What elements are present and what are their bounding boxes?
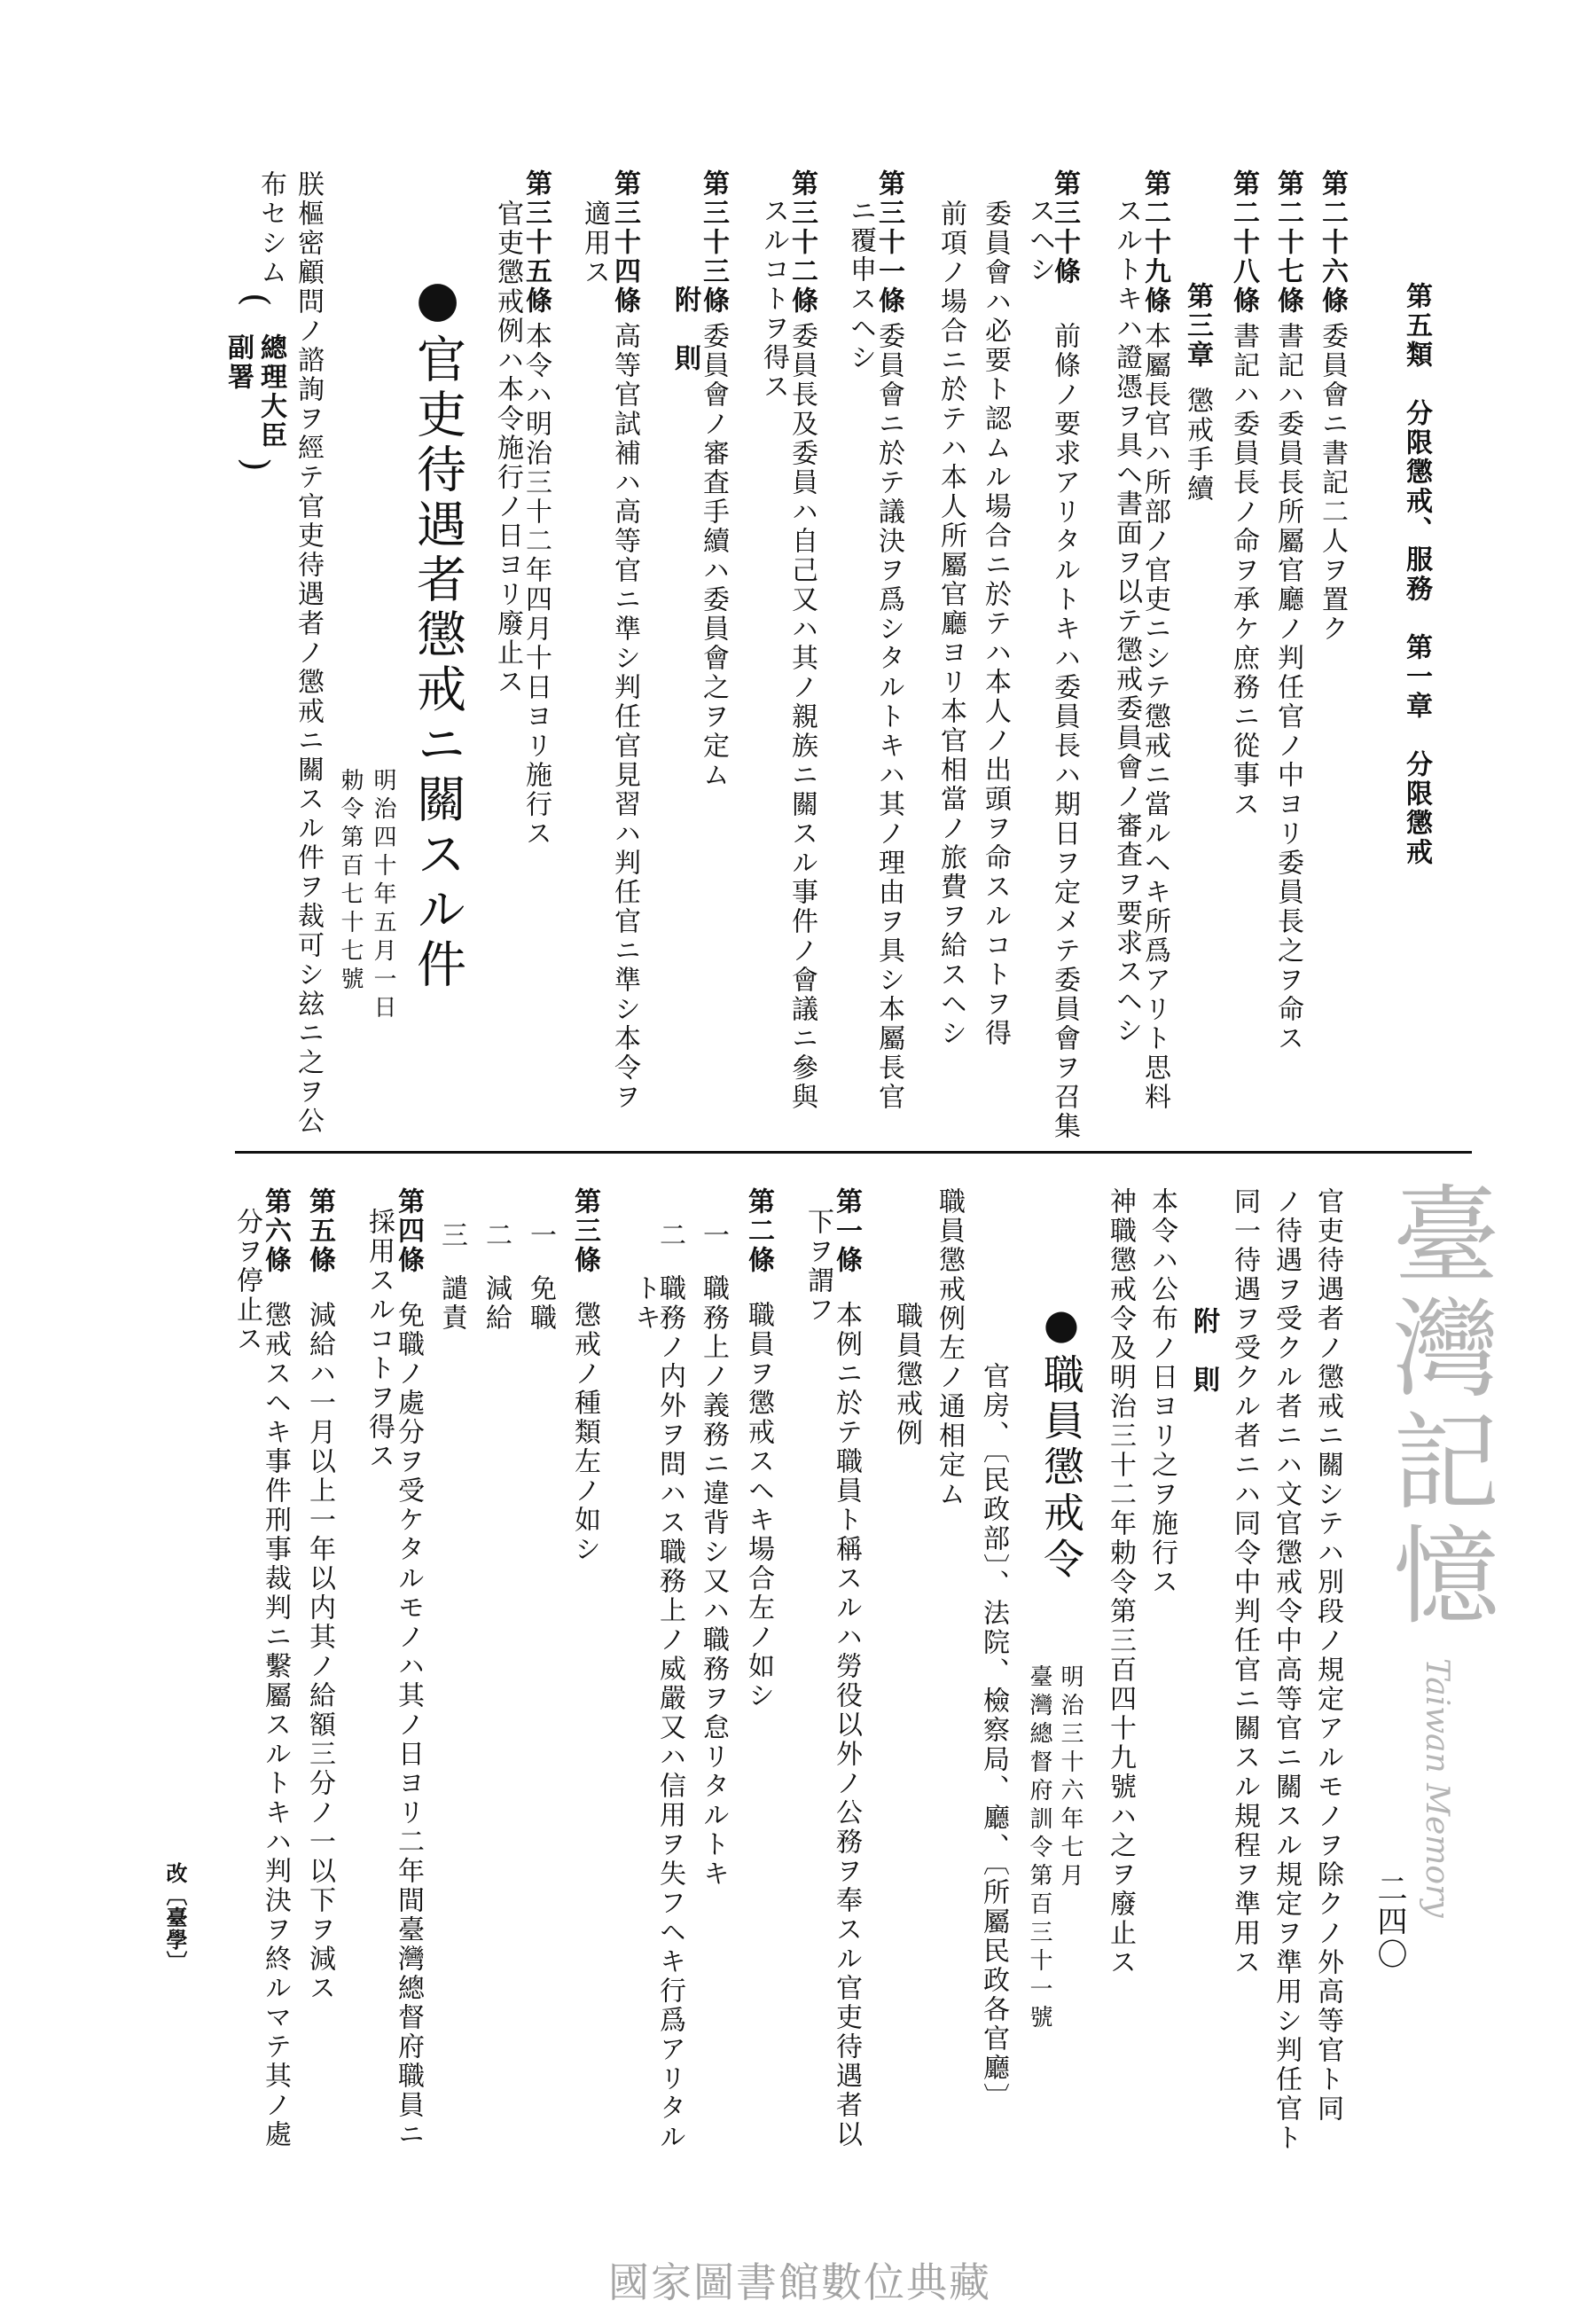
intro-line: 職員懲戒例左ノ通相定ム [934,1187,965,1509]
ordinance-paragraph-1: 官吏待遇者ノ懲戒ニ關シテハ別段ノ規定アルモノヲ除クノ外高等官ト同 [1312,1187,1343,2124]
article-text: 懲戒スヘキ事件刑事裁判ニ繫屬スルトキハ判決ヲ終ルマテ其ノ處 [260,1301,291,2149]
article-label: 第四條 [393,1187,424,1275]
imperial-preamble: 朕樞密顧問ノ諮詢ヲ經テ官吏待遇者ノ懲戒ニ關スル件ヲ裁可シ玆ニ之ヲ公 [293,170,324,1136]
article-text: 本屬長官ハ所部ノ官吏ニシテ懲戒ニ當ルヘキ所爲アリト思料 [1139,322,1170,1112]
ordinance-paragraph-1-cont: ノ待遇ヲ受クル者ニハ文官懲戒令中高等官ニ關スル規定ヲ準用シ判任官ト [1271,1187,1302,2153]
supplementary-provision-2: 神職懲戒令及明治三十二年勅令第三百四十九號ハ之ヲ廢止ス [1105,1187,1136,1977]
article-label: 第三十一條 [873,169,904,316]
ordinance-date: 明治四十年五月一日 [370,768,396,1023]
article-text: 高等官試補ハ高等官ニ準シ判任官見習ハ判任官ニ準シ本令ヲ [609,322,640,1112]
item-number: 二 [481,1221,512,1250]
article-text: 免職ノ處分ヲ受ケタルモノハ其ノ日ヨリ二年間臺灣總督府職員ニ [393,1301,424,2149]
article-34-continued: 適用ス [579,200,610,287]
open-paren: ( [235,293,276,307]
running-header: 第五類 分限懲戒、服務 第一章 分限懲戒 [1401,282,1432,867]
article-1-continued: 下ヲ謂フ [802,1208,833,1325]
item-text: 譴責 [436,1274,467,1333]
item-text: 職務ノ内外ヲ問ハス職務上ノ威嚴又ハ信用ヲ失フヘキ行爲アリタル [654,1274,685,2152]
article-label: 第二十六條 [1317,169,1348,316]
article-text: 委員會ノ審査手續ハ委員會之ヲ定ム [698,322,729,790]
article-label: 第三十三條 [698,169,729,316]
article-label: 第二十八條 [1228,169,1259,316]
article-35-paragraph-2: 官吏懲戒例ハ本令施行ノ日ヨリ廢止ス [492,200,523,697]
article-label: 第三十四條 [609,169,640,316]
ordinance-number: 勅令第百七十七號 [337,768,364,995]
article-text: 減給ハ一月以上一年以内其ノ給額三分ノ一以下ヲ減ス [304,1301,335,2003]
article-30-paragraph-3: 前項ノ場合ニ於テハ本人所屬官廳ヨリ本官相當ノ旅費ヲ給スヘシ [935,200,966,1048]
watermark-logo: 臺灣記憶 [1375,1179,1498,1633]
item-text: 減給 [481,1274,512,1333]
item-text: 免職 [525,1274,556,1333]
chapter-label: 第三章 [1182,282,1213,370]
ordinance-paragraph-1-cont-2: 同一待遇ヲ受クル者ニハ同令中判任官ニ關スル規程ヲ準用ス [1229,1187,1260,1977]
article-label: 第二十九條 [1139,169,1170,316]
item-text: 職務上ノ義務ニ違背シ又ハ職務ヲ怠リタルトキ [698,1274,729,1889]
article-text: 委員會ニ於テ議決ヲ爲シタルトキハ其ノ理由ヲ具シ本屬長官 [873,322,904,1112]
archive-footer: 國家圖書館數位典藏 [608,2258,991,2306]
article-text: 書記ハ委員長所屬官廳ノ判任官ノ中ヨリ委員長之ヲ命ス [1272,322,1303,1053]
article-label: 第一條 [831,1187,862,1275]
article-6-continued: 分ヲ停止ス [231,1208,262,1354]
article-label: 第三十二條 [786,169,818,316]
item-number: 二 [654,1221,685,1250]
regulation-subtitle: 職員懲戒例 [891,1302,922,1448]
article-29-continued: スルトキハ證憑ヲ具ヘ書面ヲ以テ懲戒委員會ノ審査ヲ要求スヘシ [1111,197,1142,1045]
section-title-ordinance: ●官吏待遇者懲戒ニ關スル件 [409,270,466,993]
article-text: 委員會ニ書記二人ヲ置ク [1317,322,1348,644]
margin-note: 改〔臺學〕 [162,1862,187,1973]
imperial-preamble-continued: 布セシム [255,170,286,287]
article-label: 第三十五條 [520,169,552,316]
article-label: 第三條 [569,1187,600,1275]
watermark-logo-latin: Taiwan Memory [1419,1658,1455,1918]
article-4-continued: 採用スルコトヲ得ス [364,1208,395,1471]
article-label: 第五條 [304,1187,335,1275]
supplementary-heading: 附 則 [669,286,700,373]
section-divider [235,1151,1472,1154]
article-text: 前條ノ要求アリタルトキハ委員長ハ期日ヲ定メテ委員會ヲ召集 [1049,322,1080,1141]
countersign-label: 副署 [223,333,254,392]
addressees: 官房、〔民政部〕、法院、檢察局、廳、〔所屬民政各官廳〕 [978,1362,1009,2112]
article-31-continued: ニ覆申スヘシ [845,197,876,372]
article-30-paragraph-2: 委員會ハ必要ト認ムル場合ニ於テハ本人ノ出頭ヲ命スルコトヲ得 [980,200,1011,1048]
section-title-staff-discipline: ●職員懲戒令 [1037,1300,1085,1584]
article-text: 職員ヲ懲戒スヘキ場合左ノ如シ [743,1301,774,1710]
item-number: 一 [698,1221,729,1250]
close-paren: ) [235,458,276,472]
article-text: 懲戒ノ種類左ノ如シ [569,1301,600,1564]
countersign-title: 總理大臣 [255,333,286,450]
article-text: 書記ハ委員長ノ命ヲ承ケ庶務ニ從事ス [1228,322,1259,819]
supplementary-provision-1: 本令ハ公布ノ日ヨリ之ヲ施行ス [1146,1187,1177,1597]
chapter-title: 懲戒手續 [1182,387,1213,504]
page-number: 二四〇 [1372,1873,1407,1971]
item-number: 一 [525,1221,556,1250]
item-number: 三 [436,1221,467,1250]
instruction-number: 臺灣總督府訓令第百三十一號 [1026,1664,1052,2033]
instruction-date: 明治三十六年七月 [1057,1664,1084,1891]
article-label: 第六條 [260,1187,291,1275]
article-label: 第三十條 [1049,169,1080,286]
supplementary-heading: 附 則 [1188,1307,1219,1395]
article-30-continued: スヘシ [1024,197,1055,285]
article-32-continued: スルコトヲ得ス [758,197,789,402]
article-text: 本例ニ於テ職員ト稱スルハ勞役以外ノ公務ヲ奉スル官吏待遇者以 [831,1301,862,2149]
article-label: 第二十七條 [1272,169,1303,316]
article-text: 委員長及委員ハ自己又ハ其ノ親族ニ關スル事件ノ會議ニ參與 [786,322,818,1112]
article-label: 第二條 [743,1187,774,1275]
article-text: 本令ハ明治三十二年四月十日ヨリ施行ス [520,322,552,849]
list-item-continued: トキ [630,1274,661,1333]
